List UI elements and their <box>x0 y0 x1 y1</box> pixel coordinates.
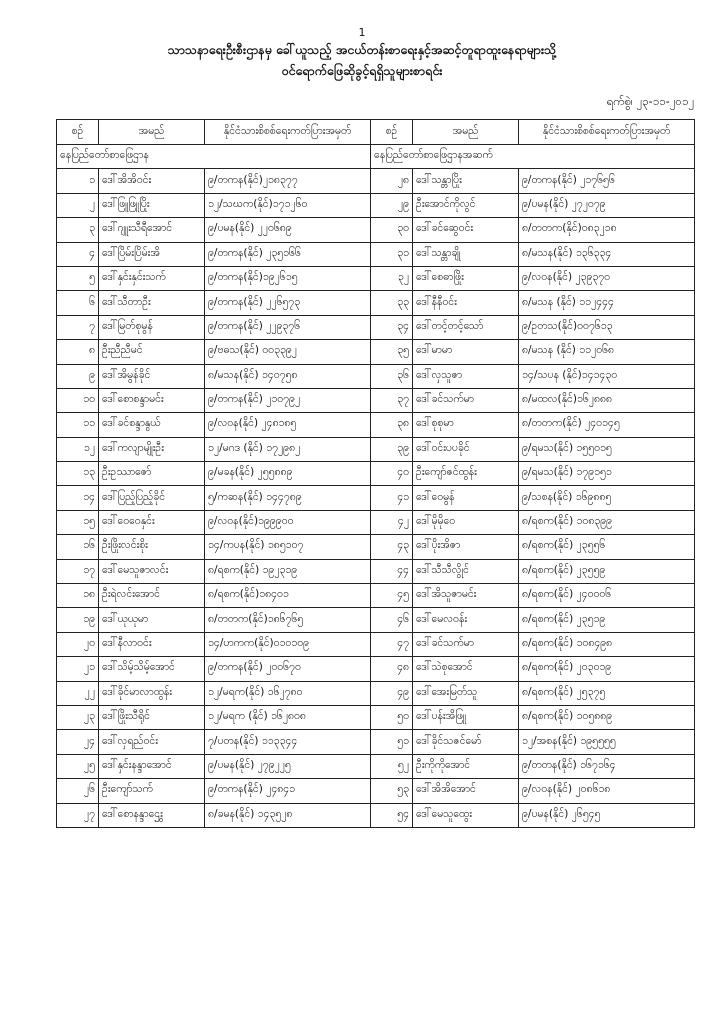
table-row <box>57 315 695 339</box>
row-no-right: ၄၉ <box>371 681 413 705</box>
section-right-label: နေပြည်တော်စာဖြေဌာနအဆက် <box>371 145 695 169</box>
row-name-right: ဒေါ်စေဓာဖြိုး <box>413 266 519 290</box>
table-row <box>57 486 695 510</box>
row-no-right: ၃၆ <box>371 364 413 388</box>
row-nrc-left: ၁၂/မရက (နိုင်) ၁၆၂၈၀၈ <box>205 705 371 729</box>
row-name-left: ဒေါ်စောစန္ဒာမင်း <box>99 388 205 412</box>
row-nrc-right: ၈/ရစက(နိုင်) ၁၀၈၃၉၉ <box>519 510 695 534</box>
row-nrc-right: ၈/မသန(နိုင်) ၁၃၆၃၃၄ <box>519 242 695 266</box>
header-row <box>57 120 695 145</box>
row-no-left: ၁၀ <box>57 388 99 412</box>
row-name-right: ဒေါ်ခင်သက်မာ <box>413 632 519 656</box>
row-name-right: ဒေါ်မေလဝန်း <box>413 608 519 632</box>
row-nrc-right: ၁၄/သပန (နိုင်)၁၄၁၄၃၀ <box>519 364 695 388</box>
row-no-left: ၆ <box>57 291 99 315</box>
header-no-left: စဉ် <box>57 120 99 145</box>
row-name-right: ဒေါ်လှသူဇာ <box>413 364 519 388</box>
row-nrc-left: ၉/တကန(နိုင်) ၂၁၀၇၉၂ <box>205 388 371 412</box>
row-name-left: ဦးညီညီမင် <box>99 340 205 364</box>
row-no-left: ၁၆ <box>57 535 99 559</box>
row-nrc-right: ၈/မသန (နိုင်) ၁၁၂၀၆၈ <box>519 340 695 364</box>
row-name-right: ဒေါ်သန္တာပြိုး <box>413 169 519 193</box>
table-row <box>57 291 695 315</box>
table-row <box>57 730 695 754</box>
row-no-right: ၅၂ <box>371 754 413 778</box>
row-no-right: ၅၄ <box>371 803 413 827</box>
row-nrc-right: ၉/ဥတသ(နိုင်)၀၀၇၆၁၃ <box>519 315 695 339</box>
row-no-right: ၂၉ <box>371 193 413 217</box>
row-nrc-right: ၉/တကန(နိုင်) ၂၁၇၆၅၆ <box>519 169 695 193</box>
row-name-right: ဒေါ်ခင်သက်မာ <box>413 388 519 412</box>
row-name-right: ဒေါ်မိုမိုဝေ <box>413 510 519 534</box>
row-nrc-left: ၉/ပမန(နိုင်) ၂၇၉၂၂၅ <box>205 754 371 778</box>
document-date: ရက်စွဲ၊ ၂၃-၁၁-၂၀၁၂ <box>606 94 694 108</box>
row-name-right: ဦးကျော်ဇင်ထွန်း <box>413 462 519 486</box>
row-name-left: ဒေါ်ဝေဝေနှင်း <box>99 510 205 534</box>
table-row <box>57 242 695 266</box>
row-name-left: ဒေါ်အိမွန်ခိုင် <box>99 364 205 388</box>
row-no-left: ၁၅ <box>57 510 99 534</box>
row-nrc-right: ၈/ရစက(နိုင်) ၁၀၈၄၉၈ <box>519 632 695 656</box>
row-no-right: ၃၈ <box>371 413 413 437</box>
row-no-left: ၂၀ <box>57 632 99 656</box>
row-nrc-right: ၈/ရစက(နိုင်) ၂၀၃၀၁၉ <box>519 657 695 681</box>
section-row <box>57 145 695 169</box>
table-row <box>57 559 695 583</box>
row-name-left: ဒေါ်ကလျာမျိုးဦး <box>99 437 205 461</box>
row-no-right: ၃၄ <box>371 315 413 339</box>
row-name-left: ဦးကျော်သက် <box>99 779 205 803</box>
row-nrc-left: ၉/ဗဓသ(နိုင်) ၀၀၃၃၉၂ <box>205 340 371 364</box>
table-row <box>57 632 695 656</box>
row-nrc-right: ၈/ရစက(နိုင်) ၂၃၅၅၆ <box>519 535 695 559</box>
table-row <box>57 193 695 217</box>
row-name-left: ဒေါ်မြတ်စုမွန် <box>99 315 205 339</box>
row-no-left: ၂၁ <box>57 657 99 681</box>
row-no-left: ၁၈ <box>57 584 99 608</box>
row-nrc-right: ၉/သစန(နိုင်) ၁၆၉၈၈၅ <box>519 486 695 510</box>
row-name-right: ဒေါ်သန္တာချို <box>413 242 519 266</box>
row-nrc-left: ၁၄/ဟကက(နိုင်)၀၁၀၁၀၉ <box>205 632 371 656</box>
row-name-right: ဒေါ်ခင်ဆွေဝင်း <box>413 218 519 242</box>
row-nrc-right: ၈/မသန (နိုင်) ၁၁၂၄၄၄ <box>519 291 695 315</box>
row-no-right: ၃၇ <box>371 388 413 412</box>
row-nrc-right: ၉/ပမန(နိုင်) ၂၇၂၀၇၉ <box>519 193 695 217</box>
row-no-left: ၁၁ <box>57 413 99 437</box>
row-nrc-left: ၉/တကန(နိုင်) ၂၄၈၄၁ <box>205 779 371 803</box>
table-body <box>57 145 695 828</box>
row-no-left: ၁၂ <box>57 437 99 461</box>
row-name-right: ဒေါ်နီနီဝင်း <box>413 291 519 315</box>
row-name-left: ဦးရဲလင်းအောင် <box>99 584 205 608</box>
row-name-left: ဦးဖြိုးလင်းစိုး <box>99 535 205 559</box>
table-row <box>57 462 695 486</box>
row-nrc-right: ၉/တတန(နိုင်) ၁၆၇၁၆၄ <box>519 754 695 778</box>
table-row <box>57 169 695 193</box>
row-nrc-left: ၁၂/မဂဒ (နိုင်) ၁၇၂၉၈၂ <box>205 437 371 461</box>
row-name-right: ဦးကိုကိုအောင် <box>413 754 519 778</box>
row-no-right: ၃၁ <box>371 242 413 266</box>
row-nrc-left: ၉/တကန(နိုင်) ၂၂၆၅၇၃ <box>205 291 371 315</box>
row-no-left: ၇ <box>57 315 99 339</box>
row-nrc-right: ၁၂/အစန(နိုင်) ၁၉၅၅၅၅ <box>519 730 695 754</box>
row-no-left: ၃ <box>57 218 99 242</box>
table-row <box>57 657 695 681</box>
row-no-right: ၃၂ <box>371 266 413 290</box>
row-nrc-right: ၈/ရစက(နိုင်) ၁၀၅၈၈၉ <box>519 705 695 729</box>
row-no-left: ၂၆ <box>57 779 99 803</box>
row-name-right: ဒေါ်အိသူဇာမင်း <box>413 584 519 608</box>
row-name-right: ဒေါ်အေးမြတ်သူ <box>413 681 519 705</box>
row-no-right: ၄၂ <box>371 510 413 534</box>
row-name-left: ဒေါ်ဂျူးသီရီအောင် <box>99 218 205 242</box>
row-no-left: ၁၄ <box>57 486 99 510</box>
row-no-left: ၁ <box>57 169 99 193</box>
table-row <box>57 364 695 388</box>
row-name-right: ဒေါ်ဝင်းပပခိုင် <box>413 437 519 461</box>
row-no-right: ၅၀ <box>371 705 413 729</box>
row-nrc-left: ၈/ခမန(နိုင်) ၁၄၃၅၂၈ <box>205 803 371 827</box>
row-name-right: ဒေါ်ခိုင်သဇင်မော် <box>413 730 519 754</box>
row-no-right: ၅၁ <box>371 730 413 754</box>
row-name-right: ဒေါ်သီသီလွိုင် <box>413 559 519 583</box>
table-row <box>57 535 695 559</box>
table-row <box>57 584 695 608</box>
row-name-left: ဒေါ်ဖြူဖြူပြိုး <box>99 193 205 217</box>
section-left-label: နေပြည်တော်စာဖြေဌာန <box>57 145 371 169</box>
row-name-left: ဒေါ်ယုယုမာ <box>99 608 205 632</box>
row-nrc-left: ၁၄/ကပန(နိုင်) ၁၈၅၁၀၇ <box>205 535 371 559</box>
row-name-left: ဒေါ်နီလာဝင်း <box>99 632 205 656</box>
table-row <box>57 510 695 534</box>
row-name-right: ဒေါ်ဝေမွန် <box>413 486 519 510</box>
row-no-left: ၄ <box>57 242 99 266</box>
row-nrc-left: ၉/ပမန(နိုင်) ၂၂၀၆၈၉ <box>205 218 371 242</box>
row-nrc-right: ၉/ရမသ(နိုင်) ၁၇၉၁၅၁ <box>519 462 695 486</box>
table-row <box>57 754 695 778</box>
row-name-right: ဒေါ်သဲစုအောင် <box>413 657 519 681</box>
row-name-right: ဒေါ်ပိုးအိဇာ <box>413 535 519 559</box>
row-no-right: ၄၁ <box>371 486 413 510</box>
row-nrc-right: ၈/ရစက(နိုင်) ၂၃၅၅၉ <box>519 559 695 583</box>
table-row <box>57 437 695 461</box>
row-nrc-right: ၉/လဝန(နိုင်) ၂၃၉၃၇၀ <box>519 266 695 290</box>
row-nrc-left: ၉/တကန(နိုင်)၂၁၈၃၇၇ <box>205 169 371 193</box>
header-nrc-left: နိုင်ငံသားစိစစ်ရေးကတ်ပြားအမှတ် <box>205 120 371 145</box>
row-no-right: ၃၀ <box>371 218 413 242</box>
row-nrc-left: ၇/ပတန(နိုင်) ၁၁၃၃၄၄ <box>205 730 371 754</box>
table-row <box>57 266 695 290</box>
table-row <box>57 803 695 827</box>
row-name-right: ဒေါ်ပန်းအိဖြူ <box>413 705 519 729</box>
header-no-right: စဉ် <box>371 120 413 145</box>
row-no-left: ၉ <box>57 364 99 388</box>
row-name-left: ဒေါ်သိမ့်သိမ့်အောင် <box>99 657 205 681</box>
row-name-left: ဒေါ်စောနန္ဒာဌွေး <box>99 803 205 827</box>
row-name-left: ဒေါ်နှင်းနှင်းသက် <box>99 266 205 290</box>
row-name-left: ဒေါ်ပြည့်ပြည့်ခိုင် <box>99 486 205 510</box>
row-no-right: ၂၈ <box>371 169 413 193</box>
row-name-left: ဒေါ်အိအိဝင်း <box>99 169 205 193</box>
row-no-right: ၃၃ <box>371 291 413 315</box>
row-no-left: ၂၇ <box>57 803 99 827</box>
row-no-left: ၂၅ <box>57 754 99 778</box>
row-name-right: ဒေါ်မာမာ <box>413 340 519 364</box>
candidate-table <box>56 119 695 828</box>
row-nrc-right: ၉/ရမသ(နိုင်) ၁၅၅၀၁၅ <box>519 437 695 461</box>
row-no-right: ၄၆ <box>371 608 413 632</box>
row-name-right: ဒေါ်စုစုမာ <box>413 413 519 437</box>
header-name-right: အမည် <box>413 120 519 145</box>
row-name-left: ဒေါ်လှရည်ဝင်း <box>99 730 205 754</box>
row-no-right: ၄၇ <box>371 632 413 656</box>
row-nrc-right: ၈/တတက(နိုင်)၀၈၃၂၁၈ <box>519 218 695 242</box>
row-nrc-left: ၈/မသန(နိုင်) ၁၄၀၇၅၈ <box>205 364 371 388</box>
row-nrc-right: ၉/လဝန(နိုင်) ၂၀၈၆၁၈ <box>519 779 695 803</box>
row-nrc-left: ၉/လဝန(နိုင်) ၂၄၈၁၈၅ <box>205 413 371 437</box>
row-name-left: ဒေါ်မေသူဇာလင်း <box>99 559 205 583</box>
row-nrc-left: ၉/တကန(နိုင်) ၂၂၉၃၇၆ <box>205 315 371 339</box>
row-nrc-right: ၈/မထလ(နိုင်)၁၆၂၈၈၈ <box>519 388 695 412</box>
row-name-left: ဒေါ်ခင်စန္ဒာနွယ် <box>99 413 205 437</box>
table-row <box>57 705 695 729</box>
row-no-right: ၄၅ <box>371 584 413 608</box>
row-nrc-right: ၈/ရစက(နိုင်) ၂၃၅၁၉ <box>519 608 695 632</box>
row-name-right: ဒေါ်တင့်တင့်သော် <box>413 315 519 339</box>
page-number: 1 <box>358 26 366 39</box>
row-nrc-left: ၉/မခန(နိုင်) ၂၅၅၈၈၉ <box>205 462 371 486</box>
row-nrc-left: ၈/ရစက(နိုင်) ၁၉၂၃၁၉ <box>205 559 371 583</box>
row-nrc-left: ၉/တကန(နိုင်) ၂၃၅၁၆၆ <box>205 242 371 266</box>
row-no-right: ၄၀ <box>371 462 413 486</box>
row-name-right: ဦးအောင်ကိုလွင် <box>413 193 519 217</box>
row-nrc-left: ၅/ကဆန(နိုင်) ၁၄၄၇၈၉ <box>205 486 371 510</box>
row-name-left: ဒေါ်နှင်းနန္ဒာအောင် <box>99 754 205 778</box>
row-nrc-left: ၉/တကန(နိုင်)၁၉၂၆၁၅ <box>205 266 371 290</box>
row-name-left: ဒေါ်ခိုင်မာလာထွန်း <box>99 681 205 705</box>
row-no-left: ၁၃ <box>57 462 99 486</box>
document-title: သာသနာရေးဦးစီးဌာနမှ ခေါ်ယူသည့် အငယ်တန်းစာရေးနှင့်အဆင့်တူရာထူးနေရာများသို့ <box>167 42 557 57</box>
table-row <box>57 340 695 364</box>
row-nrc-right: ၈/ရစက(နိုင်) ၂၄၀၀၀၆ <box>519 584 695 608</box>
row-nrc-right: ၈/ရစက(နိုင်) ၂၅၃၇၅ <box>519 681 695 705</box>
row-no-right: ၄၄ <box>371 559 413 583</box>
row-no-right: ၄၈ <box>371 657 413 681</box>
row-nrc-left: ၁၂/မရက(နိုင်) ၁၆၂၇၈၀ <box>205 681 371 705</box>
header-name-left: အမည် <box>99 120 205 145</box>
row-nrc-left: ၉/လဝန(နိုင်)၁၉၉၉၀၀ <box>205 510 371 534</box>
row-no-right: ၃၉ <box>371 437 413 461</box>
row-name-left: ဦးဥဿာဇော် <box>99 462 205 486</box>
row-nrc-left: ၁၂/သဃက(နိုင်)၁၇၁၂၆၀ <box>205 193 371 217</box>
header-nrc-right: နိုင်ငံသားစိစစ်ရေးကတ်ပြားအမှတ် <box>519 120 695 145</box>
table-row <box>57 388 695 412</box>
row-no-left: ၁၇ <box>57 559 99 583</box>
row-name-left: ဒေါ်ပြိမ်းပြိမ်းအိ <box>99 242 205 266</box>
row-name-left: ဒေါ်သီတာဦး <box>99 291 205 315</box>
row-no-left: ၅ <box>57 266 99 290</box>
table-row <box>57 218 695 242</box>
row-no-right: ၅၃ <box>371 779 413 803</box>
row-no-left: ၂၄ <box>57 730 99 754</box>
row-no-left: ၁၉ <box>57 608 99 632</box>
row-nrc-right: ၉/ပမန(နိုင်) ၂၆၅၄၅ <box>519 803 695 827</box>
row-no-left: ၈ <box>57 340 99 364</box>
table-header <box>57 120 695 145</box>
row-name-right: ဒေါ်မေသူထွေး <box>413 803 519 827</box>
document-subtitle: ဝင်ရောက်ဖြေဆိုခွင့်ရရှိသူများစာရင်း <box>281 63 443 78</box>
table-row <box>57 608 695 632</box>
row-nrc-left: ၈/တတက(နိုင်)၁၈၆၇၆၅ <box>205 608 371 632</box>
row-nrc-left: ၈/ရစက(နိုင်)၁၈၄၀၁ <box>205 584 371 608</box>
row-name-right: ဒေါ်အိအိအောင် <box>413 779 519 803</box>
row-name-left: ဒေါ်ဖြိုးသီရိုင် <box>99 705 205 729</box>
row-no-left: ၂၂ <box>57 681 99 705</box>
row-no-left: ၂ <box>57 193 99 217</box>
row-nrc-right: ၈/တတက(နိုင်) ၂၄၀၁၄၅ <box>519 413 695 437</box>
row-no-right: ၄၃ <box>371 535 413 559</box>
table-row <box>57 779 695 803</box>
row-no-left: ၂၃ <box>57 705 99 729</box>
table-row <box>57 681 695 705</box>
table-row <box>57 413 695 437</box>
row-nrc-left: ၉/တကန(နိုင်) ၂၀၀၆၇၀ <box>205 657 371 681</box>
row-no-right: ၃၅ <box>371 340 413 364</box>
